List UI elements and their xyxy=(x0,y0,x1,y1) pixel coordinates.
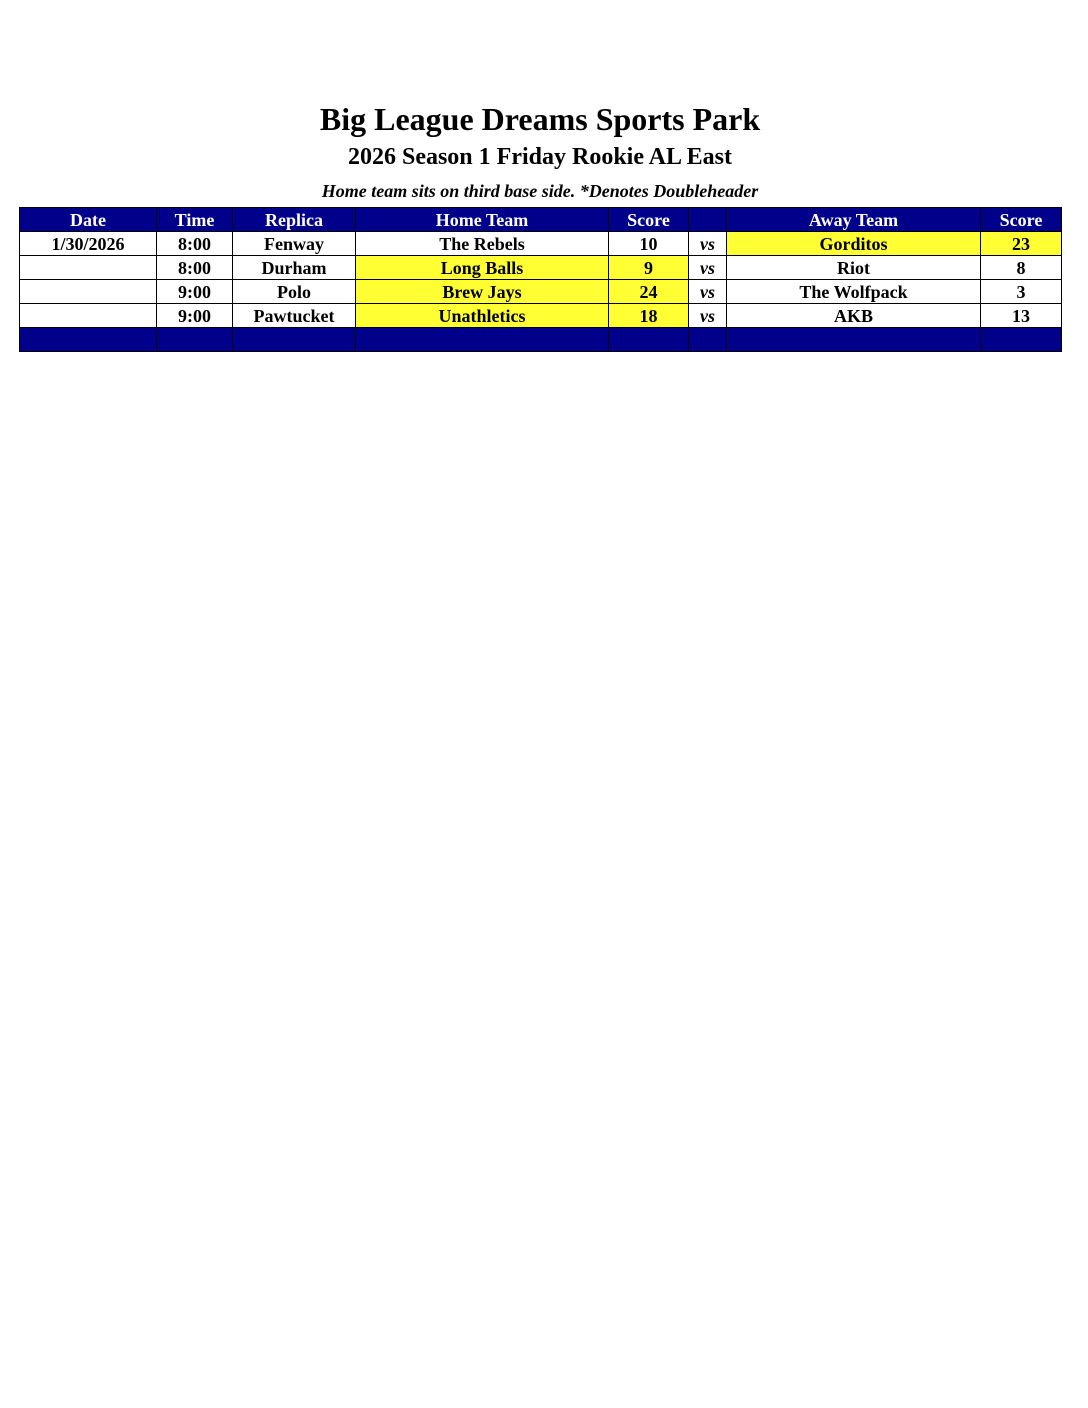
table-row xyxy=(20,256,1062,280)
table-row xyxy=(20,280,1062,304)
column-header-away-score: Score xyxy=(981,208,1062,232)
home-score-cell: 24 xyxy=(609,280,689,304)
time-cell: 9:00 xyxy=(157,304,233,328)
column-header-replica: Replica xyxy=(233,208,356,232)
away-team-cell: Gorditos xyxy=(727,232,981,256)
vs-cell: vs xyxy=(689,232,727,256)
vs-cell: vs xyxy=(689,256,727,280)
date-cell xyxy=(20,304,157,328)
footer-cell xyxy=(20,328,157,352)
away-score-cell: 23 xyxy=(981,232,1062,256)
home-team-cell: Brew Jays xyxy=(356,280,609,304)
footer-cell xyxy=(233,328,356,352)
column-header-home-score: Score xyxy=(609,208,689,232)
column-header-away-team: Away Team xyxy=(727,208,981,232)
footer-cell xyxy=(727,328,981,352)
column-header-time: Time xyxy=(157,208,233,232)
away-score-cell: 13 xyxy=(981,304,1062,328)
home-score-cell: 10 xyxy=(609,232,689,256)
table-row xyxy=(20,304,1062,328)
away-score-cell: 3 xyxy=(981,280,1062,304)
footer-cell xyxy=(981,328,1062,352)
away-score-cell: 8 xyxy=(981,256,1062,280)
column-header-home-team: Home Team xyxy=(356,208,609,232)
vs-cell: vs xyxy=(689,304,727,328)
vs-cell: vs xyxy=(689,280,727,304)
time-cell: 8:00 xyxy=(157,232,233,256)
table-row xyxy=(20,232,1062,256)
footer-cell xyxy=(609,328,689,352)
date-cell xyxy=(20,280,157,304)
home-team-cell: The Rebels xyxy=(356,232,609,256)
table-footer-row xyxy=(20,328,1062,352)
footer-cell xyxy=(356,328,609,352)
page-title: Big League Dreams Sports Park xyxy=(319,101,761,137)
away-team-cell: Riot xyxy=(727,256,981,280)
time-cell: 8:00 xyxy=(157,256,233,280)
league-subtitle: 2026 Season 1 Friday Rookie AL East xyxy=(347,144,733,170)
away-team-cell: The Wolfpack xyxy=(727,280,981,304)
replica-cell: Fenway xyxy=(233,232,356,256)
footer-cell xyxy=(157,328,233,352)
date-cell xyxy=(20,256,157,280)
column-header-vs xyxy=(689,208,727,232)
replica-cell: Pawtucket xyxy=(233,304,356,328)
date-cell: 1/30/2026 xyxy=(20,232,157,256)
home-team-cell: Unathletics xyxy=(356,304,609,328)
home-score-cell: 18 xyxy=(609,304,689,328)
home-score-cell: 9 xyxy=(609,256,689,280)
column-header-date: Date xyxy=(20,208,157,232)
replica-cell: Polo xyxy=(233,280,356,304)
table-header-row xyxy=(20,208,1062,232)
home-team-cell: Long Balls xyxy=(356,256,609,280)
schedule-note: Home team sits on third base side. *Denotes Doubleheader xyxy=(321,181,759,201)
footer-cell xyxy=(689,328,727,352)
schedule-table xyxy=(19,207,1062,352)
away-team-cell: AKB xyxy=(727,304,981,328)
time-cell: 9:00 xyxy=(157,280,233,304)
replica-cell: Durham xyxy=(233,256,356,280)
